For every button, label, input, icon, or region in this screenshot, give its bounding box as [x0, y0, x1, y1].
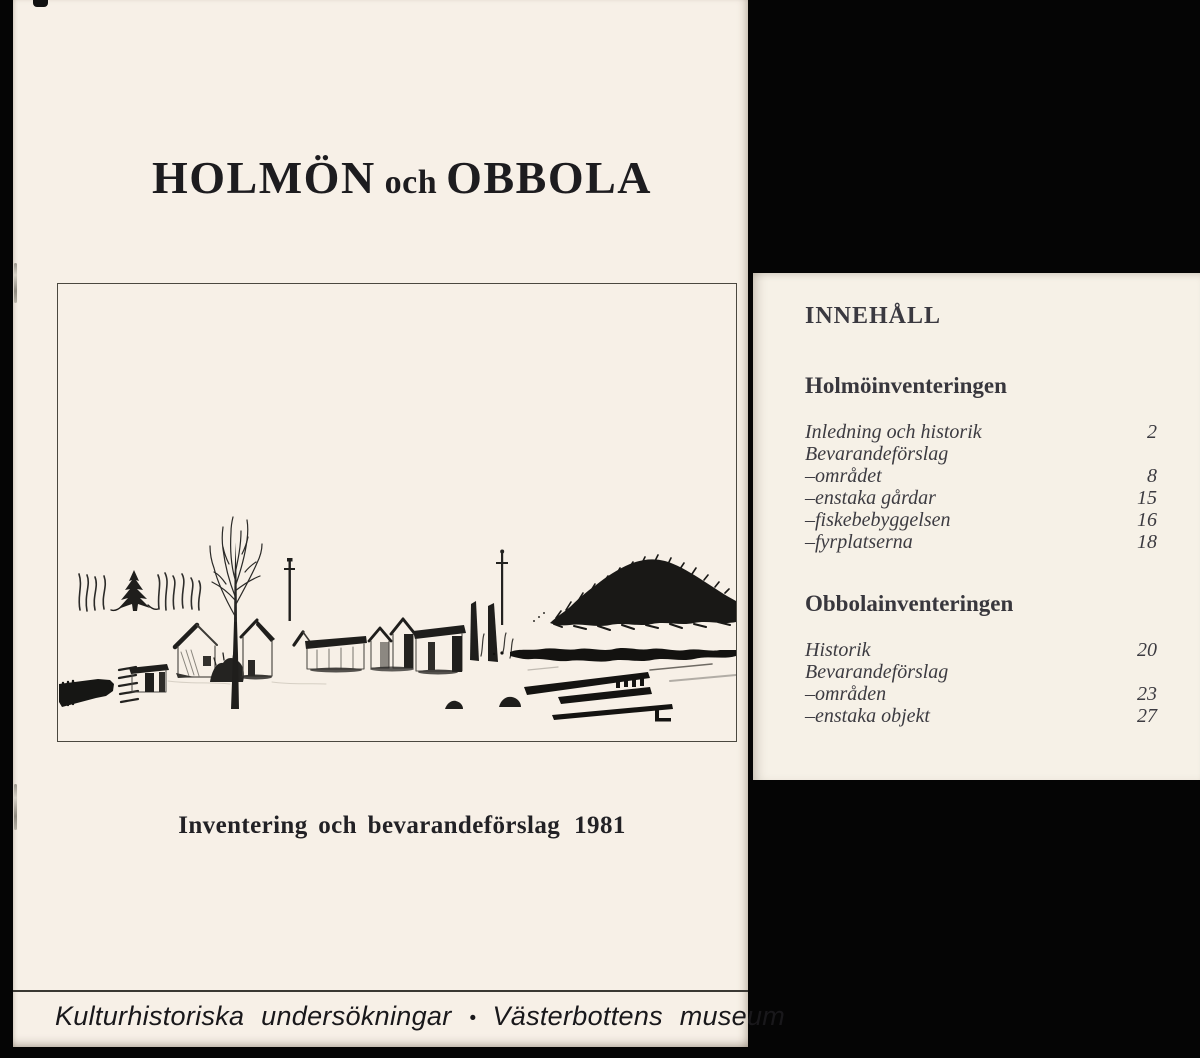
page-number: 18 — [1137, 530, 1157, 553]
grass-tufts-left — [79, 574, 105, 611]
page-number: 27 — [1137, 704, 1157, 727]
page-number: 2 — [1147, 421, 1157, 443]
shed-building — [129, 664, 169, 692]
page-number: 20 — [1137, 639, 1157, 661]
jetty-logs — [524, 664, 736, 722]
toc-section-title: Obbolainventeringen — [805, 591, 1014, 616]
toc-section-title: Holmöinventeringen — [805, 373, 1007, 398]
staple-mark-top — [14, 263, 17, 303]
page-number: 16 — [1137, 508, 1157, 531]
cover-title-conjunction: och — [384, 164, 438, 201]
winter-village-illustration — [58, 284, 736, 741]
toc-section-obbola — [805, 591, 1157, 728]
snow-sketch-lines — [168, 681, 326, 684]
toc-entry: –fiskebebyggelsen 16 — [805, 508, 1157, 531]
cover-subtitle-text: Inventering och bevarandeförslag — [178, 812, 561, 839]
long-building — [294, 632, 367, 673]
toc-entry: –området 8 — [805, 464, 1157, 487]
cover-title-word1: HOLMÖN — [152, 152, 376, 203]
page-number — [1123, 444, 1157, 466]
toc-entry: Bevarandeförslag — [805, 444, 1157, 466]
footer-series-name: Kulturhistoriska undersökningar — [55, 1001, 452, 1031]
footer-institution: Västerbottens museum — [492, 1001, 786, 1031]
cover-title-word2: OBBOLA — [446, 152, 652, 203]
toc-entry: Inledning och historik 2 — [805, 421, 1157, 443]
toc-page — [753, 273, 1200, 780]
toc-entry: –enstaka objekt 27 — [805, 704, 1157, 727]
toc-entry: –fyrplatserna 18 — [805, 530, 1157, 553]
page-number: 23 — [1137, 682, 1157, 705]
toc-entry: Historik 20 — [805, 639, 1157, 661]
shoreline — [493, 648, 736, 662]
telephone-pole-2 — [496, 550, 508, 626]
spruce-tree-icon — [111, 570, 158, 611]
page-corner-shadow — [33, 0, 48, 7]
cover-title — [69, 153, 735, 204]
marker-posts — [470, 601, 513, 662]
toc-heading: INNEHÅLL — [805, 303, 942, 329]
snow-mounds — [445, 697, 521, 709]
grass-tufts-right — [158, 573, 200, 610]
boathouse-right — [413, 625, 466, 675]
page-number — [1123, 662, 1157, 684]
toc-entry: Bevarandeförslag — [805, 662, 1157, 684]
boat-log — [59, 679, 114, 707]
toc-entry: –områden 23 — [805, 682, 1157, 705]
gabled-house-right — [240, 620, 275, 680]
page-number: 15 — [1137, 486, 1157, 509]
gabled-house-left — [175, 625, 217, 678]
staple-mark-bottom — [14, 784, 17, 830]
forest-hill — [533, 555, 736, 630]
twin-huts — [369, 619, 415, 672]
cover-illustration-frame — [57, 283, 737, 742]
telephone-pole-1 — [284, 558, 295, 621]
cover-footer — [55, 1001, 786, 1032]
cover-subtitle-year: 1981 — [574, 812, 626, 839]
toc-section-holmo — [805, 373, 1157, 553]
footer-divider — [13, 990, 748, 992]
cover-subtitle — [69, 812, 735, 840]
bullet-separator: • — [469, 1007, 477, 1029]
toc-entry: –enstaka gårdar 15 — [805, 486, 1157, 509]
cover-page — [13, 0, 786, 1047]
page-number: 8 — [1147, 464, 1157, 487]
